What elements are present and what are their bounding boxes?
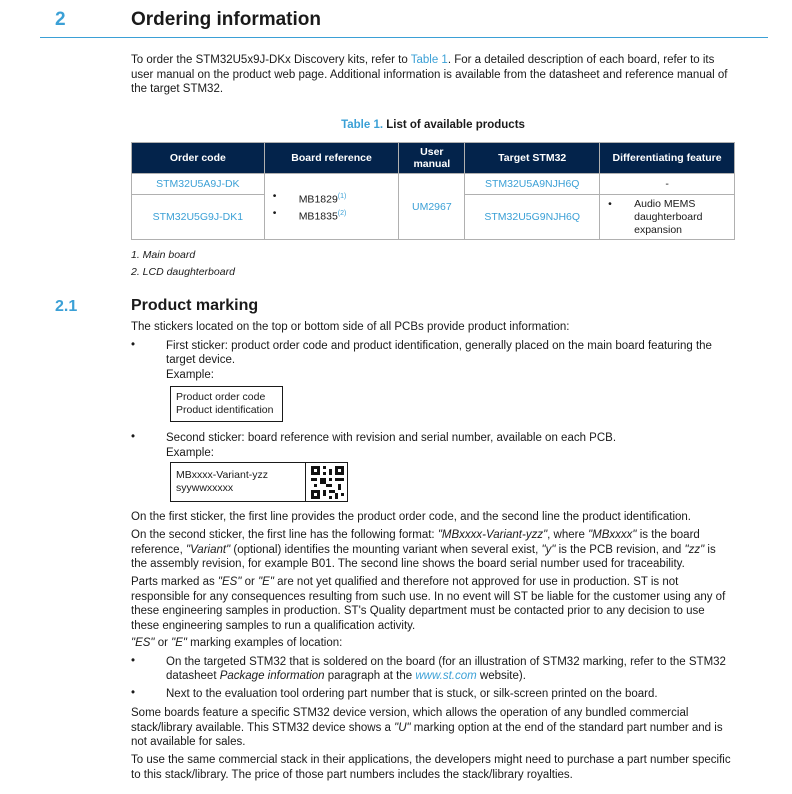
table-row: [132, 174, 735, 195]
products-table: [131, 142, 735, 240]
paragraph-engineering-samples: Parts marked as "ES" or "E" are not yet qualified and therefore not approved for use in production. ST is not responsible for any consequences resulting from such use. In no event will ST be liable for the customer using any of these engineering samples in production. ST's Quality department must be contacted prior to any decision to use these engineering samples to run a qualification activity.: [131, 576, 726, 632]
qr-code-icon: [311, 466, 344, 499]
paragraph-second-sticker: On the second sticker, the first line has the following format: "MBxxxx-Variant-yzz", where "MBxxxx" is the board reference, "Variant" (optional) identifies the mounting variant when several exist, "y" is the PCB revision, and "zz" is the assembly revision, for example B01. The second line shows the board serial number used for traceability.: [131, 529, 716, 570]
sticker-1: [170, 386, 283, 422]
subsection-title: Product marking: [131, 297, 259, 314]
example-label: Example:: [166, 447, 214, 459]
sticker-line: MBxxxx-Variant-yzz: [176, 469, 268, 481]
bullet-next-to-part-number: Next to the evaluation tool ordering part number that is stuck, or silk-screen printed on the board.: [166, 688, 658, 700]
bullet-first-sticker: First sticker: product order code and product identification, generally placed on the main board featuring the target device.: [166, 340, 712, 366]
sticker-2-text: [176, 469, 268, 495]
bullet-marker: •: [131, 339, 136, 351]
st-website-link[interactable]: www.st.com: [415, 670, 477, 682]
table-footnote: 1. Main board: [131, 249, 196, 261]
target-stm32-cell[interactable]: STM32U5A9NJH6Q: [465, 174, 600, 195]
bullet-marker: •: [131, 655, 136, 667]
table-footnote: 2. LCD daughterboard: [131, 266, 235, 278]
sticker-divider: [305, 463, 306, 501]
order-code-cell[interactable]: STM32U5G9J-DK1: [132, 195, 265, 240]
subsection-number: 2.1: [55, 298, 78, 315]
sticker-line: Product order code: [176, 391, 266, 403]
board-reference-cell: [264, 174, 399, 240]
section-rule: [40, 37, 768, 38]
feature-item: • Audio MEMS daughterboard expansion: [604, 198, 730, 237]
marking-intro: The stickers located on the top or bottom side of all PCBs provide product information:: [131, 321, 570, 333]
bullet-on-stm32: On the targeted STM32 that is soldered on the board (for an illustration of STM32 marking, refer to the STM32 datasheet Package information paragraph at the www.st.com website).: [166, 656, 726, 682]
example-label: Example:: [166, 369, 214, 381]
paragraph-first-sticker: On the first sticker, the first line provides the product order code, and the second line the product identification.: [131, 511, 691, 523]
feature-cell: -: [600, 174, 735, 195]
table-1-link[interactable]: Table 1: [410, 54, 448, 66]
paragraph-specific-device: Some boards feature a specific STM32 device version, which allows the operation of any bundled commercial stack/library available. This STM32 device shows a "U" marking option at the end of the standard part number and is not available for sales.: [131, 707, 723, 748]
target-stm32-cell[interactable]: STM32U5G9NJH6Q: [465, 195, 600, 240]
bullet-marker: •: [131, 687, 136, 699]
header-board-reference: Board reference: [264, 143, 399, 174]
header-user-manual: User manual: [399, 143, 465, 174]
order-code-cell[interactable]: STM32U5A9J-DK: [132, 174, 265, 195]
bullet-marker: •: [131, 431, 136, 443]
board-ref-item: • MB1829$^{(1)}$: [269, 190, 395, 207]
section-title: Ordering information: [131, 9, 321, 30]
header-order-code: Order code: [132, 143, 265, 174]
table-caption: Table 1. List of available products: [341, 119, 525, 131]
sticker-2: [170, 462, 348, 502]
bullet-second-sticker: Second sticker: board reference with revision and serial number, available on each PCB.: [166, 432, 617, 444]
user-manual-cell[interactable]: UM2967: [399, 174, 465, 240]
intro-paragraph: To order the STM32U5x9J-DKx Discovery kits, refer to Table 1. For a detailed description of each board, refer to its user manual on the product web page. Additional information is available from the datasheet and reference manual of the target STM32.: [131, 54, 728, 95]
table-header-row: [132, 143, 735, 174]
header-target-stm32: Target STM32: [465, 143, 600, 174]
sticker-line: Product identification: [176, 404, 274, 416]
header-differentiating-feature: Differentiating feature: [600, 143, 735, 174]
board-ref-item: • MB1835$^{(2)}$: [269, 207, 395, 224]
feature-cell: [600, 195, 735, 240]
section-number: 2: [55, 9, 66, 30]
sticker-line: syywwxxxxx: [176, 482, 234, 494]
paragraph-commercial-stack: To use the same commercial stack in their applications, the developers might need to purchase a part number specific to this stack/library. The price of those part numbers includes the stack/library royalties.: [131, 754, 731, 781]
paragraph-marking-examples: "ES" or "E" marking examples of location:: [131, 637, 343, 649]
